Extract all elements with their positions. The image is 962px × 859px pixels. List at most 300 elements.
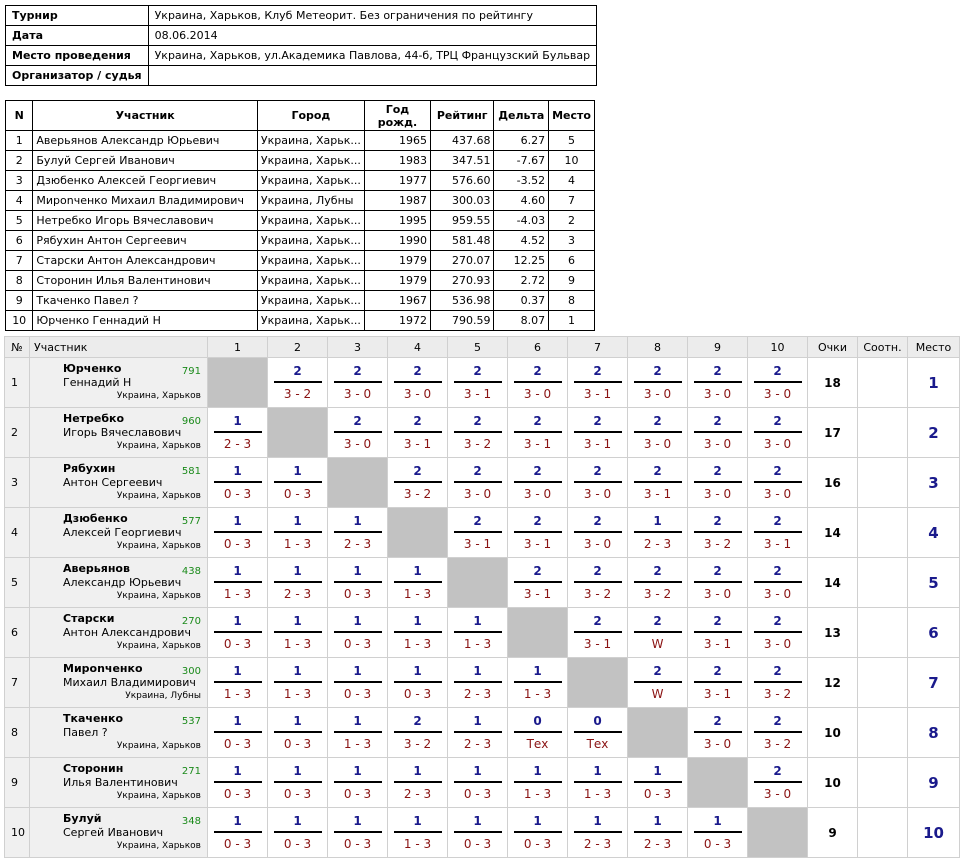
participant-delta: -7.67 <box>494 151 549 171</box>
set-score: 0 - 3 <box>343 686 372 701</box>
participant-delta: 8.07 <box>494 311 549 331</box>
cross-header-ratio: Соотн. <box>858 337 908 358</box>
player-rating: 581 <box>181 466 201 477</box>
participant-place: 5 <box>549 131 595 151</box>
cross-player-cell <box>30 458 208 508</box>
player-given-name: Михаил Владимирович <box>63 676 196 689</box>
set-score: 0 - 3 <box>223 536 252 551</box>
header-rating: Рейтинг <box>430 101 494 131</box>
game-points: 2 <box>754 714 802 733</box>
result-cell <box>328 708 388 758</box>
participants-header-row <box>6 101 595 131</box>
ratio <box>858 508 908 558</box>
total-points: 17 <box>808 408 858 458</box>
result-cell <box>748 758 808 808</box>
result-cell <box>328 808 388 858</box>
game-points: 2 <box>694 414 742 433</box>
participant-place: 7 <box>549 191 595 211</box>
set-score: 3 - 2 <box>403 736 432 751</box>
game-points: 1 <box>214 714 262 733</box>
player-city: Украина, Лубны <box>125 691 201 701</box>
table-row <box>6 211 595 231</box>
result-cell <box>268 508 328 558</box>
total-points: 13 <box>808 608 858 658</box>
player-city: Украина, Харьков <box>116 741 201 751</box>
set-score: 0 - 3 <box>643 786 672 801</box>
header-n: N <box>6 101 33 131</box>
participant-place: 2 <box>549 211 595 231</box>
game-points: 1 <box>334 814 382 833</box>
game-points: 1 <box>514 814 562 833</box>
game-points: 2 <box>454 364 502 383</box>
cross-row <box>5 458 960 508</box>
participant-name: Сторонин Илья Валентинович <box>33 271 258 291</box>
game-points: 1 <box>334 764 382 783</box>
result-cell <box>568 358 628 408</box>
game-points: 1 <box>514 664 562 683</box>
player-city: Украина, Харьков <box>116 441 201 451</box>
game-points: 2 <box>574 464 622 483</box>
game-points: 2 <box>514 514 562 533</box>
participant-birth-year: 1990 <box>364 231 430 251</box>
total-points: 14 <box>808 558 858 608</box>
table-row <box>6 291 595 311</box>
header-place: Место <box>549 101 595 131</box>
result-cell <box>508 658 568 708</box>
result-cell <box>628 808 688 858</box>
total-points: 12 <box>808 658 858 708</box>
participant-name: Булуй Сергей Иванович <box>33 151 258 171</box>
game-points: 1 <box>694 814 742 833</box>
cross-row <box>5 758 960 808</box>
participant-birth-year: 1995 <box>364 211 430 231</box>
participant-number: 9 <box>6 291 33 311</box>
tournament-info-body <box>6 6 597 86</box>
ratio <box>858 708 908 758</box>
result-cell <box>448 808 508 858</box>
cross-header-place: Место <box>908 337 960 358</box>
participant-city: Украина, Харьк... <box>257 291 364 311</box>
participant-city: Украина, Харьк... <box>257 251 364 271</box>
result-cell <box>388 458 448 508</box>
final-place: 1 <box>908 358 960 408</box>
result-cell <box>748 508 808 558</box>
info-label: Место проведения <box>6 46 149 66</box>
game-points: 2 <box>754 414 802 433</box>
table-row <box>6 251 595 271</box>
set-score: 3 - 2 <box>703 536 732 551</box>
cross-row-num: 5 <box>5 558 30 608</box>
set-score: 3 - 0 <box>763 586 792 601</box>
set-score: 3 - 1 <box>523 536 552 551</box>
set-score: 3 - 1 <box>463 536 492 551</box>
set-score: Тех <box>526 736 549 751</box>
participant-place: 9 <box>549 271 595 291</box>
game-points: 2 <box>394 364 442 383</box>
set-score: 0 - 3 <box>403 686 432 701</box>
game-points: 2 <box>694 664 742 683</box>
result-cell <box>448 708 508 758</box>
game-points: 1 <box>394 814 442 833</box>
cross-header-col-3: 3 <box>328 337 388 358</box>
player-rating: 271 <box>181 766 201 777</box>
game-points: 2 <box>754 614 802 633</box>
set-score: 1 - 3 <box>223 586 252 601</box>
participant-number: 6 <box>6 231 33 251</box>
participant-city: Украина, Харьк... <box>257 151 364 171</box>
table-row <box>6 171 595 191</box>
game-points: 1 <box>214 514 262 533</box>
participant-place: 3 <box>549 231 595 251</box>
info-row <box>6 26 597 46</box>
game-points: 2 <box>574 414 622 433</box>
cross-header-col-5: 5 <box>448 337 508 358</box>
result-cell <box>388 358 448 408</box>
cross-header-row <box>5 337 960 358</box>
game-points: 1 <box>334 664 382 683</box>
player-given-name: Илья Валентинович <box>63 776 178 789</box>
player-city: Украина, Харьков <box>116 591 201 601</box>
game-points: 2 <box>754 564 802 583</box>
diagonal-cell <box>568 658 628 708</box>
participant-city: Украина, Харьк... <box>257 171 364 191</box>
game-points: 2 <box>754 514 802 533</box>
set-score: 2 - 3 <box>343 536 372 551</box>
player-city: Украина, Харьков <box>116 641 201 651</box>
participant-rating: 270.07 <box>430 251 494 271</box>
player-rating: 270 <box>181 616 201 627</box>
participant-birth-year: 1979 <box>364 271 430 291</box>
set-score: 3 - 2 <box>463 436 492 451</box>
player-surname: Булуй <box>63 812 102 825</box>
cross-header-col-4: 4 <box>388 337 448 358</box>
set-score: 3 - 0 <box>703 386 732 401</box>
player-surname: Мирonченко <box>63 662 143 675</box>
game-points: 1 <box>634 764 682 783</box>
game-points: 1 <box>454 714 502 733</box>
total-points: 14 <box>808 508 858 558</box>
player-surname: Аверьянов <box>63 562 130 575</box>
participant-delta: -4.03 <box>494 211 549 231</box>
player-given-name: Александр Юрьевич <box>63 576 182 589</box>
result-cell <box>628 558 688 608</box>
game-points: 2 <box>574 564 622 583</box>
game-points: 2 <box>574 614 622 633</box>
info-label: Турнир <box>6 6 149 26</box>
player-city: Украина, Харьков <box>116 491 201 501</box>
game-points: 1 <box>334 564 382 583</box>
game-points: 2 <box>694 564 742 583</box>
set-score: 1 - 3 <box>283 536 312 551</box>
player-rating: 537 <box>181 716 201 727</box>
player-given-name: Геннадий Н <box>63 376 132 389</box>
player-surname: Сторонин <box>63 762 124 775</box>
result-cell <box>568 708 628 758</box>
set-score: 3 - 0 <box>703 486 732 501</box>
player-surname: Дзюбенко <box>63 512 128 525</box>
participant-name: Юрченко Геннадий Н <box>33 311 258 331</box>
result-cell <box>208 708 268 758</box>
result-cell <box>628 358 688 408</box>
info-row <box>6 66 597 86</box>
player-given-name: Павел ? <box>63 726 108 739</box>
set-score: 3 - 0 <box>403 386 432 401</box>
game-points: 2 <box>634 564 682 583</box>
result-cell <box>208 458 268 508</box>
result-cell <box>208 408 268 458</box>
ratio <box>858 608 908 658</box>
result-cell <box>688 458 748 508</box>
result-cell <box>688 558 748 608</box>
game-points: 1 <box>574 814 622 833</box>
set-score: 1 - 3 <box>403 636 432 651</box>
result-cell <box>508 508 568 558</box>
set-score: 3 - 0 <box>763 386 792 401</box>
cross-row <box>5 608 960 658</box>
game-points: 0 <box>574 714 622 733</box>
final-place: 5 <box>908 558 960 608</box>
diagonal-cell <box>688 758 748 808</box>
cross-row-num: 7 <box>5 658 30 708</box>
set-score: 0 - 3 <box>223 836 252 851</box>
set-score: 0 - 3 <box>283 836 312 851</box>
result-cell <box>508 358 568 408</box>
participant-rating: 347.51 <box>430 151 494 171</box>
result-cell <box>568 808 628 858</box>
game-points: 1 <box>274 514 322 533</box>
result-cell <box>628 658 688 708</box>
game-points: 1 <box>454 614 502 633</box>
player-given-name: Антон Александрович <box>63 626 191 639</box>
result-cell <box>388 758 448 808</box>
set-score: 1 - 3 <box>343 736 372 751</box>
cross-row-num: 1 <box>5 358 30 408</box>
game-points: 1 <box>394 664 442 683</box>
cross-player-cell <box>30 808 208 858</box>
result-cell <box>748 358 808 408</box>
game-points: 2 <box>754 764 802 783</box>
game-points: 1 <box>274 664 322 683</box>
set-score: 3 - 0 <box>763 436 792 451</box>
set-score: 2 - 3 <box>463 736 492 751</box>
participant-birth-year: 1967 <box>364 291 430 311</box>
game-points: 2 <box>514 364 562 383</box>
participant-birth-year: 1972 <box>364 311 430 331</box>
diagonal-cell <box>268 408 328 458</box>
set-score: 0 - 3 <box>223 736 252 751</box>
ratio <box>858 808 908 858</box>
result-cell <box>268 358 328 408</box>
participant-city: Украина, Харьк... <box>257 131 364 151</box>
game-points: 1 <box>214 614 262 633</box>
set-score: 0 - 3 <box>283 736 312 751</box>
cross-player-cell <box>30 508 208 558</box>
cross-row-num: 2 <box>5 408 30 458</box>
result-cell <box>268 608 328 658</box>
game-points: 2 <box>514 464 562 483</box>
result-cell <box>748 708 808 758</box>
set-score: 3 - 0 <box>703 586 732 601</box>
set-score: 3 - 1 <box>583 436 612 451</box>
info-label: Дата <box>6 26 149 46</box>
set-score: 0 - 3 <box>343 786 372 801</box>
game-points: 2 <box>334 414 382 433</box>
set-score: 3 - 0 <box>583 536 612 551</box>
participant-number: 10 <box>6 311 33 331</box>
set-score: 1 - 3 <box>403 836 432 851</box>
result-cell <box>208 558 268 608</box>
cross-row <box>5 708 960 758</box>
result-cell <box>748 658 808 708</box>
result-cell <box>508 758 568 808</box>
player-city: Украина, Харьков <box>116 391 201 401</box>
game-points: 1 <box>274 464 322 483</box>
cross-row <box>5 558 960 608</box>
set-score: 0 - 3 <box>343 836 372 851</box>
participant-city: Украина, Харьк... <box>257 271 364 291</box>
result-cell <box>688 358 748 408</box>
game-points: 2 <box>754 464 802 483</box>
result-cell <box>688 408 748 458</box>
table-row <box>6 271 595 291</box>
cross-row-num: 9 <box>5 758 30 808</box>
participant-rating: 959.55 <box>430 211 494 231</box>
result-cell <box>328 508 388 558</box>
participant-number: 8 <box>6 271 33 291</box>
cross-row <box>5 508 960 558</box>
ratio <box>858 458 908 508</box>
game-points: 1 <box>214 464 262 483</box>
result-cell <box>448 658 508 708</box>
cross-row-num: 8 <box>5 708 30 758</box>
player-surname: Рябухин <box>63 462 116 475</box>
participant-birth-year: 1979 <box>364 251 430 271</box>
result-cell <box>388 558 448 608</box>
game-points: 2 <box>634 414 682 433</box>
participant-city: Украина, Харьк... <box>257 211 364 231</box>
participant-delta: 2.72 <box>494 271 549 291</box>
game-points: 2 <box>694 714 742 733</box>
participant-place: 6 <box>549 251 595 271</box>
participant-name: Аверьянов Александр Юрьевич <box>33 131 258 151</box>
cross-row <box>5 408 960 458</box>
set-score: 3 - 0 <box>583 486 612 501</box>
cross-header-player: Участник <box>30 337 208 358</box>
game-points: 2 <box>694 464 742 483</box>
player-surname: Ткаченко <box>63 712 124 725</box>
game-points: 2 <box>514 414 562 433</box>
game-points: 1 <box>214 664 262 683</box>
ratio <box>858 758 908 808</box>
result-cell <box>328 658 388 708</box>
cross-row-num: 6 <box>5 608 30 658</box>
game-points: 2 <box>634 664 682 683</box>
participant-rating: 536.98 <box>430 291 494 311</box>
game-points: 2 <box>454 414 502 433</box>
table-row <box>6 231 595 251</box>
total-points: 18 <box>808 358 858 408</box>
game-points: 2 <box>634 614 682 633</box>
result-cell <box>268 758 328 808</box>
set-score: 0 - 3 <box>343 586 372 601</box>
result-cell <box>328 758 388 808</box>
diagonal-cell <box>508 608 568 658</box>
ratio <box>858 558 908 608</box>
game-points: 1 <box>574 764 622 783</box>
set-score: 1 - 3 <box>223 686 252 701</box>
result-cell <box>208 658 268 708</box>
table-row <box>6 311 595 331</box>
set-score: 1 - 3 <box>583 786 612 801</box>
set-score: 3 - 1 <box>523 436 552 451</box>
result-cell <box>688 658 748 708</box>
result-cell <box>748 458 808 508</box>
total-points: 9 <box>808 808 858 858</box>
total-points: 10 <box>808 708 858 758</box>
game-points: 1 <box>454 814 502 833</box>
set-score: 0 - 3 <box>703 836 732 851</box>
participant-birth-year: 1977 <box>364 171 430 191</box>
game-points: 1 <box>274 714 322 733</box>
result-cell <box>628 408 688 458</box>
final-place: 6 <box>908 608 960 658</box>
participant-delta: 4.60 <box>494 191 549 211</box>
set-score: 1 - 3 <box>463 636 492 651</box>
game-points: 2 <box>694 614 742 633</box>
game-points: 1 <box>334 514 382 533</box>
total-points: 10 <box>808 758 858 808</box>
set-score: 2 - 3 <box>283 586 312 601</box>
cross-header-col-1: 1 <box>208 337 268 358</box>
set-score: 3 - 1 <box>763 536 792 551</box>
set-score: 3 - 0 <box>523 486 552 501</box>
result-cell <box>388 808 448 858</box>
game-points: 1 <box>394 764 442 783</box>
participant-delta: 4.52 <box>494 231 549 251</box>
set-score: 3 - 0 <box>643 386 672 401</box>
result-cell <box>208 508 268 558</box>
player-rating: 960 <box>181 416 201 427</box>
game-points: 1 <box>214 764 262 783</box>
game-points: 1 <box>334 714 382 733</box>
header-birth-year: Год рожд. <box>364 101 430 131</box>
set-score: 3 - 0 <box>523 386 552 401</box>
set-score: 3 - 2 <box>643 586 672 601</box>
game-points: 1 <box>274 764 322 783</box>
set-score: 3 - 0 <box>343 386 372 401</box>
set-score: 3 - 1 <box>703 686 732 701</box>
result-cell <box>328 558 388 608</box>
set-score: 0 - 3 <box>463 786 492 801</box>
cross-header-col-9: 9 <box>688 337 748 358</box>
result-cell <box>628 608 688 658</box>
game-points: 1 <box>214 564 262 583</box>
player-given-name: Игорь Вячеславович <box>63 426 182 439</box>
participant-delta: -3.52 <box>494 171 549 191</box>
game-points: 2 <box>634 364 682 383</box>
info-value: Украина, Харьков, Клуб Метеорит. Без ограничения по рейтингу <box>148 6 596 26</box>
final-place: 4 <box>908 508 960 558</box>
set-score: W <box>651 636 664 651</box>
diagonal-cell <box>388 508 448 558</box>
info-value: Украина, Харьков, ул.Академика Павлова, 44-б, ТРЦ Французский Бульвар <box>148 46 596 66</box>
cross-header-points: Очки <box>808 337 858 358</box>
final-place: 9 <box>908 758 960 808</box>
cross-header-col-2: 2 <box>268 337 328 358</box>
ratio <box>858 408 908 458</box>
set-score: 3 - 2 <box>283 386 312 401</box>
result-cell <box>208 808 268 858</box>
